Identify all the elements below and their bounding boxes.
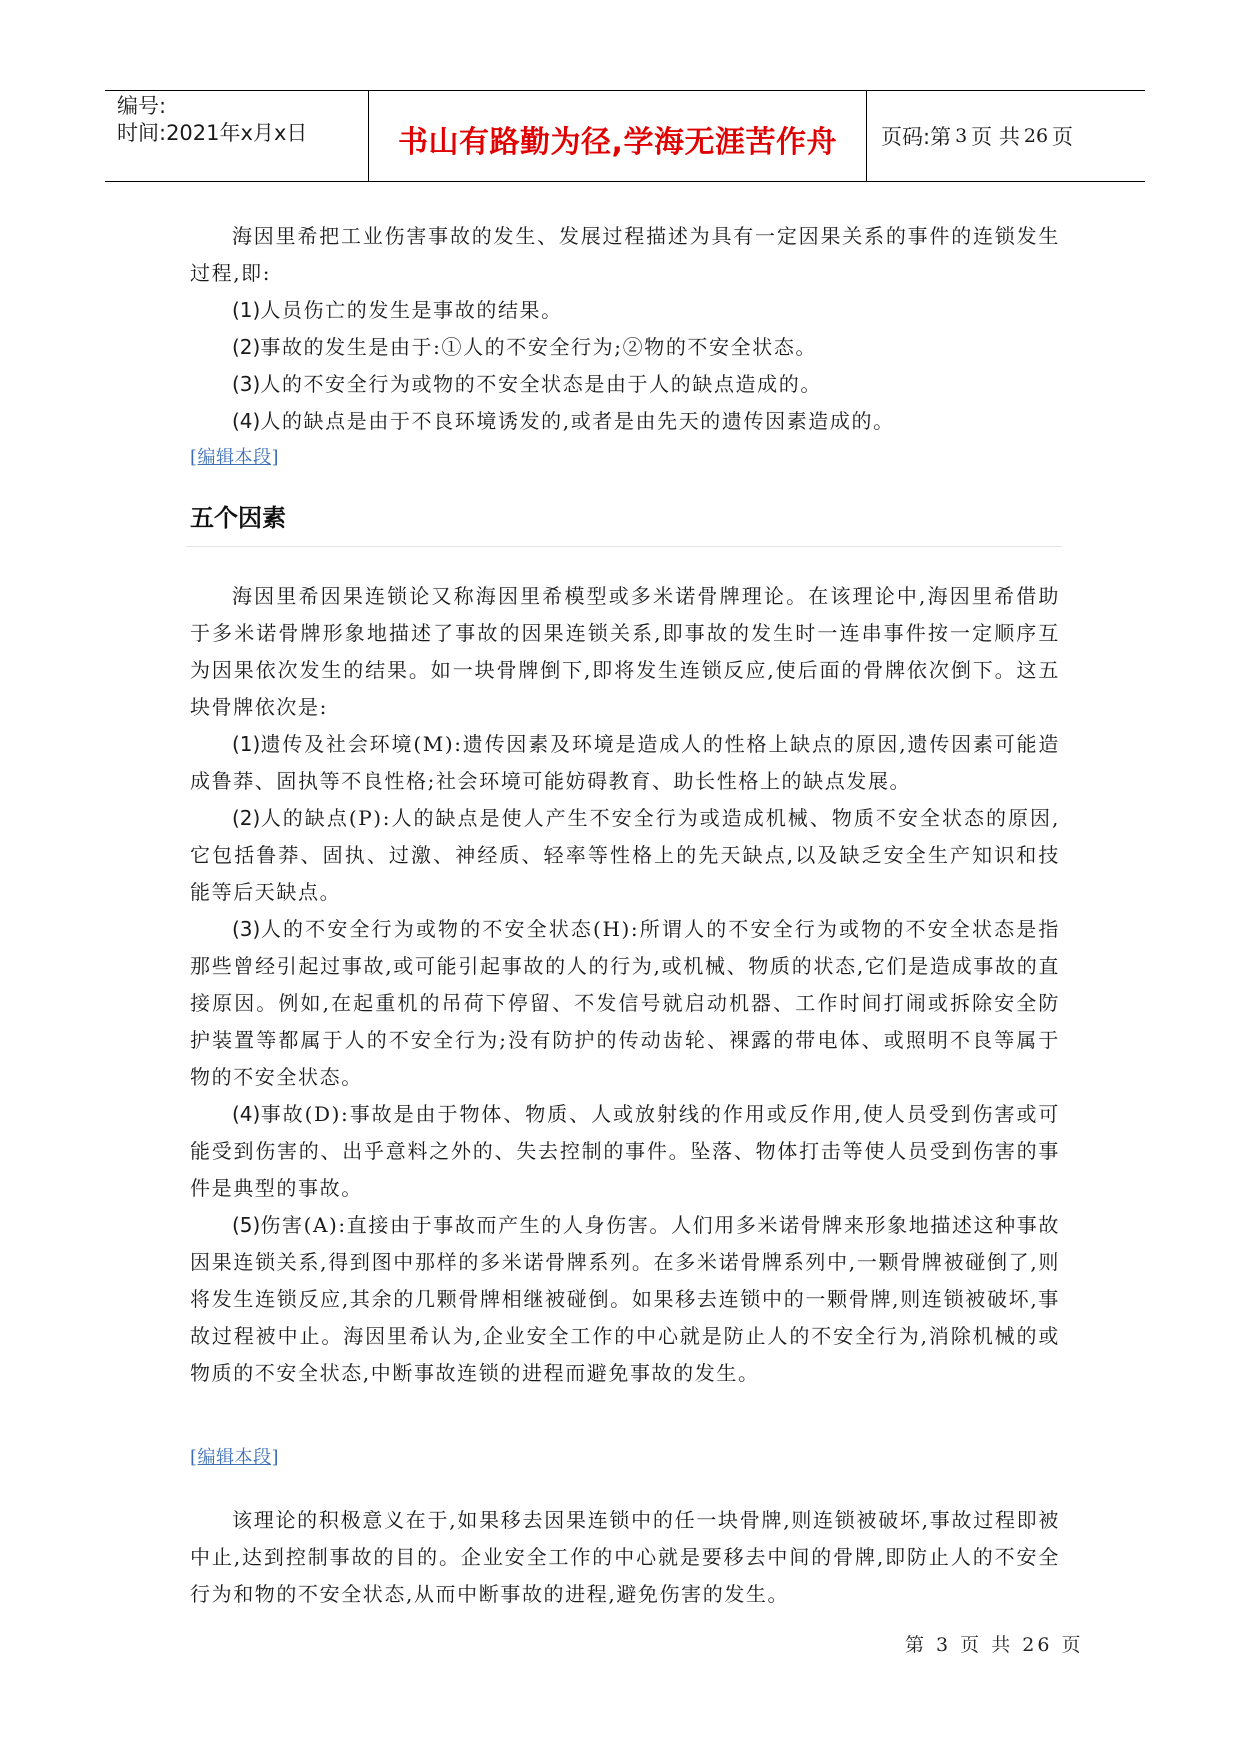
item-number: (1) [232,298,261,322]
page-total: 26 [1023,125,1049,147]
intro-item-1 [190,292,1060,329]
edit-section-link[interactable]: [编辑本段] [190,447,280,468]
item-text: 人的缺点是由于不良环境诱发的,或者是由先天的遗传因素造成的。 [260,409,895,433]
motto: 书山有路勤为径,学海无涯苦作舟 [398,125,837,160]
item-number: (5) [232,1213,261,1237]
item-text: 人的缺点(P):人的缺点是使人产生不安全行为或造成机械、物质不安全状态的原因,它包括鲁莽、固执、过激、神经质、轻率等性格上的先天缺点,以及缺乏安全生产知识和技能等后天缺点。 [190,806,1060,904]
factor-item-3 [190,911,1060,1096]
page-suffix: 页 [1052,125,1074,149]
page-middle: 页 共 [971,125,1020,149]
item-number: (2) [232,335,261,359]
item-text: 人员伤亡的发生是事故的结果。 [260,298,563,322]
item-text: 人的不安全行为或物的不安全状态是由于人的缺点造成的。 [260,372,822,396]
page-prefix: 页码:第 [881,125,952,149]
section-divider [186,546,1062,547]
item-text: 事故的发生是由于:①人的不安全行为;②物的不安全状态。 [260,335,818,359]
item-number: (3) [232,917,261,941]
factor-item-5 [190,1207,1060,1392]
serial-label: 编号: [117,94,167,118]
item-text: 遗传及社会环境(M):遗传因素及环境是造成人的性格上缺点的原因,遗传因素可能造成鲁莽、固执等不良性格;社会环境可能妨碍教育、助长性格上的缺点发展。 [190,732,1060,793]
header-page-cell [867,91,1145,181]
header-motto-cell [369,91,867,181]
intro-item-3 [190,366,1060,403]
time-label: 时间:2021年x月x日 [117,121,308,145]
page-footer: 第 3 页 共 26 页 [905,1634,1084,1656]
intro-paragraph: 海因里希把工业伤害事故的发生、发展过程描述为具有一定因果关系的事件的连锁发生过程,即: [190,224,1060,285]
edit-section-link[interactable]: [编辑本段] [190,1447,280,1468]
item-text: 事故(D):事故是由于物体、物质、人或放射线的作用或反作用,使人员受到伤害或可能受到伤害的、出乎意料之外的、失去控制的事件。坠落、物体打击等使人员受到伤害的事件是典型的事故。 [190,1102,1060,1200]
item-number: (4) [232,1102,261,1126]
item-number: (2) [232,806,261,830]
item-number: (1) [232,732,261,756]
item-number: (3) [232,372,261,396]
section-title: 五个因素 [190,504,286,532]
factor-item-4 [190,1096,1060,1207]
factor-item-1 [190,726,1060,800]
five-intro-paragraph: 海因里希因果连锁论又称海因里希模型或多米诺骨牌理论。在该理论中,海因里希借助于多米诺骨牌形象地描述了事故的因果连锁关系,即事故的发生时一连串事件按一定顺序互为因果依次发生的结果。如一块骨牌倒下,即将发生连锁反应,使后面的骨牌依次倒下。这五块骨牌依次是: [190,584,1060,719]
closing-paragraph: 该理论的积极意义在于,如果移去因果连锁中的任一块骨牌,则连锁被破坏,事故过程即被中止,达到控制事故的目的。企业安全工作的中心就是要移去中间的骨牌,即防止人的不安全行为和物的不安全状态,从而中断事故的进程,避免伤害的发生。 [190,1508,1060,1606]
header-meta-cell [105,91,369,181]
intro-item-2 [190,329,1060,366]
document-header [105,90,1145,182]
factor-item-2 [190,800,1060,911]
item-text: 伤害(A):直接由于事故而产生的人身伤害。人们用多米诺骨牌来形象地描述这种事故因果连锁关系,得到图中那样的多米诺骨牌系列。在多米诺骨牌系列中,一颗骨牌被碰倒了,则将发生连锁反应,其余的几颗骨牌相继被碰倒。如果移去连锁中的一颗骨牌,则连锁被破坏,事故过程被中止。海因里希认为,企业安全工作的中心就是防止人的不安全行为,消除机械的或物质的不安全状态,中断事故连锁的进程而避免事故的发生。 [190,1213,1060,1385]
page-current: 3 [955,125,968,147]
item-number: (4) [232,409,261,433]
intro-item-4 [190,403,1060,440]
item-text: 人的不安全行为或物的不安全状态(H):所谓人的不安全行为或物的不安全状态是指那些曾经引起过事故,或可能引起事故的人的行为,或机械、物质的状态,它们是造成事故的直接原因。例如,在起重机的吊荷下停留、不发信号就启动机器、工作时间打闹或拆除安全防护装置等都属于人的不安全行为;没有防护的传动齿轮、裸露的带电体、或照明不良等属于物的不安全状态。 [190,917,1060,1089]
